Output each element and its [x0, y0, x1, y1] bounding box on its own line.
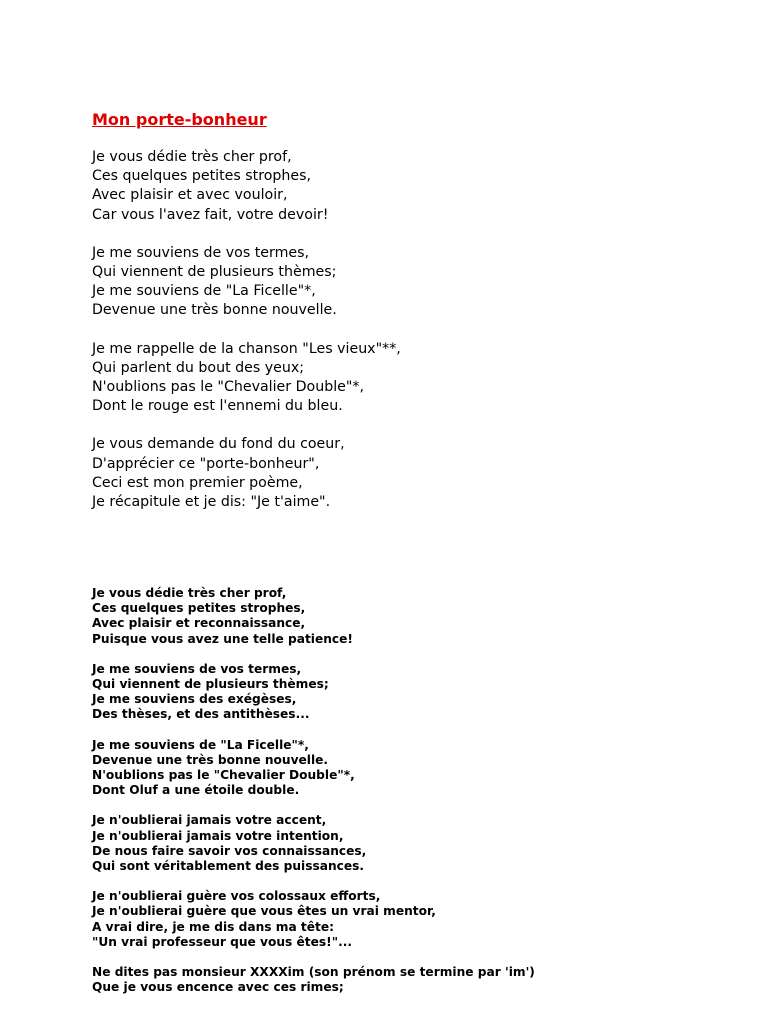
- stanza: [92, 813, 752, 874]
- verse-line: Je vous demande du fond du coeur,: [92, 436, 345, 453]
- verse-line: Je récapitule et je dis: "Je t'aime".: [92, 494, 331, 511]
- verse-line: Ces quelques petites strophes,: [92, 168, 312, 185]
- poem-title: Mon porte-bonheur: [92, 110, 267, 129]
- verse-line: Des thèses, et des antithèses...: [92, 707, 310, 722]
- stanza: [92, 586, 752, 647]
- verse-line: D'apprécier ce "porte-bonheur",: [92, 455, 320, 472]
- stanza: [92, 244, 752, 321]
- stanza: [92, 148, 752, 225]
- verse-line: Que je vous encence avec ces rimes;: [92, 980, 344, 995]
- verse-line: Qui viennent de plusieurs thèmes;: [92, 677, 329, 692]
- verse-line: Je n'oublierai jamais votre accent,: [92, 813, 327, 828]
- poem-second-version: [92, 586, 752, 1010]
- verse-line: Qui parlent du bout des yeux;: [92, 359, 305, 376]
- verse-line: Je me souviens de vos termes,: [92, 244, 310, 261]
- stanza: [92, 340, 752, 417]
- verse-line: Je me rappelle de la chanson "Les vieux"**,: [92, 340, 401, 357]
- verse-line: A vrai dire, je me dis dans ma tête:: [92, 919, 334, 934]
- stanza: [92, 738, 752, 799]
- verse-line: Puisque vous avez une telle patience!: [92, 631, 353, 646]
- verse-line: Je n'oublierai guère que vous êtes un vrai mentor,: [92, 904, 436, 919]
- verse-line: Car vous l'avez fait, votre devoir!: [92, 206, 329, 223]
- verse-line: Je me souviens de "La Ficelle"*,: [92, 283, 316, 300]
- verse-line: Ces quelques petites strophes,: [92, 601, 306, 616]
- poem-first-version: [92, 148, 752, 531]
- verse-line: Je n'oublierai guère vos colossaux efforts,: [92, 889, 381, 904]
- verse-line: Devenue une très bonne nouvelle.: [92, 302, 337, 319]
- verse-line: Je vous dédie très cher prof,: [92, 586, 287, 600]
- verse-line: De nous faire savoir vos connaissances,: [92, 843, 367, 858]
- verse-line: Qui viennent de plusieurs thèmes;: [92, 264, 337, 281]
- verse-line: Devenue une très bonne nouvelle.: [92, 752, 329, 767]
- verse-line: "Un vrai professeur que vous êtes!"...: [92, 934, 352, 949]
- verse-line: Je n'oublierai jamais votre intention,: [92, 828, 344, 843]
- stanza: [92, 965, 752, 995]
- verse-line: Je me souviens de "La Ficelle"*,: [92, 737, 309, 752]
- verse-line: N'oublions pas le "Chevalier Double"*,: [92, 768, 355, 783]
- verse-line: Je me souviens de vos termes,: [92, 661, 302, 676]
- stanza: [92, 889, 752, 950]
- verse-line: Je vous dédie très cher prof,: [92, 149, 292, 165]
- verse-line: Ne dites pas monsieur XXXXim (son prénom se termine par 'im'): [92, 965, 535, 980]
- verse-line: Avec plaisir et reconnaissance,: [92, 616, 306, 631]
- verse-line: Qui sont véritablement des puissances.: [92, 859, 365, 874]
- verse-line: N'oublions pas le "Chevalier Double"*,: [92, 379, 365, 396]
- verse-line: Dont le rouge est l'ennemi du bleu.: [92, 398, 343, 415]
- verse-line: Avec plaisir et avec vouloir,: [92, 187, 288, 204]
- verse-line: Ceci est mon premier poème,: [92, 474, 303, 491]
- stanza: [92, 435, 752, 512]
- verse-line: Je me souviens des exégèses,: [92, 692, 297, 707]
- verse-line: Dont Oluf a une étoile double.: [92, 783, 300, 798]
- stanza: [92, 662, 752, 723]
